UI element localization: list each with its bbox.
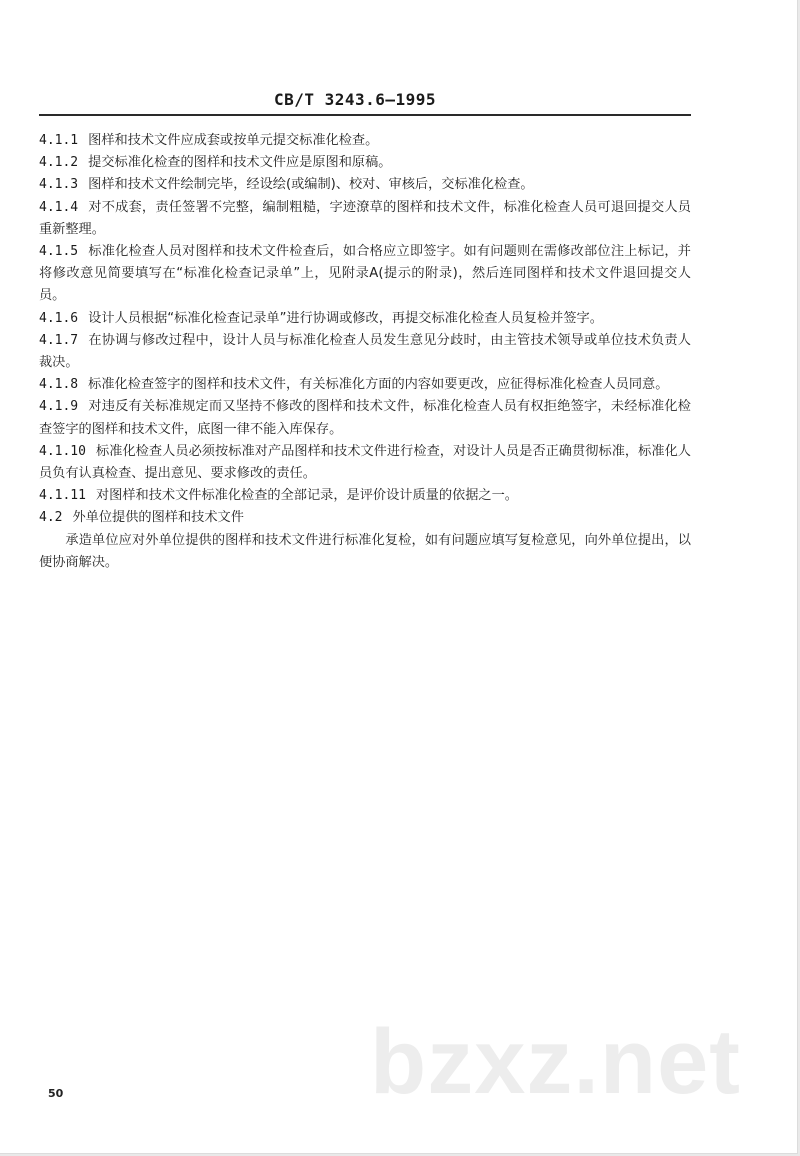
clause-text: 对违反有关标准规定而又坚持不修改的图样和技术文件，标准化检查人员有权拒绝签字，未经标准化检查签字的图样和技术文件，底图一律不能入库保存。 xyxy=(39,399,691,437)
clause-number: 4.1.10 xyxy=(39,443,86,459)
clause-4-1-10 xyxy=(39,441,691,485)
clause-number: 4.1.2 xyxy=(39,155,79,171)
document-body xyxy=(39,130,691,574)
clause-number: 4.1.11 xyxy=(39,488,86,504)
section-number: 4.2 xyxy=(39,510,63,526)
header-divider xyxy=(39,114,691,116)
clause-4-1-3 xyxy=(39,174,691,196)
section-4-2-body: 承造单位应对外单位提供的图样和技术文件进行标准化复检，如有问题应填写复检意见，向外单位提出，以便协商解决。 xyxy=(39,532,691,570)
clause-4-1-1 xyxy=(39,130,691,152)
clause-number: 4.1.3 xyxy=(39,177,79,193)
clause-4-1-6 xyxy=(39,308,691,330)
clause-text: 对不成套，责任签署不完整，编制粗糙，字迹潦草的图样和技术文件，标准化检查人员可退回提交人员重新整理。 xyxy=(39,199,691,237)
clause-number: 4.1.9 xyxy=(39,399,79,415)
clause-4-1-8 xyxy=(39,374,691,396)
clause-4-1-5 xyxy=(39,241,691,308)
clause-text: 对图样和技术文件标准化检查的全部记录，是评价设计质量的依据之一。 xyxy=(95,488,518,504)
clause-text: 标准化检查人员对图样和技术文件检查后，如合格应立即签字。如有问题则在需修改部位注上标记，并将修改意见简要填写在“标准化检查记录单”上，见附录A(提示的附录)，然后连同图样和技术文件退回提交人员。 xyxy=(39,244,691,304)
clause-4-1-7 xyxy=(39,330,691,374)
clause-4-1-2 xyxy=(39,152,691,174)
clause-4-1-9 xyxy=(39,396,691,440)
clause-number: 4.1.8 xyxy=(39,377,79,393)
watermark: bzxz.net xyxy=(370,1011,741,1113)
clause-number: 4.1.1 xyxy=(39,133,79,148)
clause-number: 4.1.7 xyxy=(39,332,79,348)
clause-4-1-11 xyxy=(39,485,691,507)
clause-text: 提交标准化检查的图样和技术文件应是原图和原稿。 xyxy=(88,155,392,171)
clause-text: 图样和技术文件绘制完毕，经设绘(或编制)、校对、审核后，交标准化检查。 xyxy=(88,177,534,193)
standard-code-header: CB/T 3243.6—1995 xyxy=(273,90,437,109)
clause-text: 标准化检查人员必须按标准对产品图样和技术文件进行检查，对设计人员是否正确贯彻标准，标准化人员负有认真检查、提出意见、要求修改的责任。 xyxy=(39,443,691,482)
clause-text: 图样和技术文件应成套或按单元提交标准化检查。 xyxy=(88,133,379,148)
clause-text: 设计人员根据“标准化检查记录单”进行协调或修改，再提交标准化检查人员复检并签字。 xyxy=(88,310,603,326)
clause-text: 在协调与修改过程中，设计人员与标准化检查人员发生意见分歧时，由主管技术领导或单位技术负责人裁决。 xyxy=(39,332,691,371)
clause-number: 4.1.4 xyxy=(39,199,79,215)
clause-4-1-4 xyxy=(39,197,691,241)
section-heading-text: 外单位提供的图样和技术文件 xyxy=(72,510,244,526)
clause-text: 标准化检查签字的图样和技术文件，有关标准化方面的内容如要更改，应征得标准化检查人员同意。 xyxy=(88,377,669,393)
section-4-2-heading xyxy=(39,507,691,529)
clause-number: 4.1.5 xyxy=(39,244,79,260)
page-number: 50 xyxy=(48,1087,64,1100)
clause-number: 4.1.6 xyxy=(39,310,79,326)
